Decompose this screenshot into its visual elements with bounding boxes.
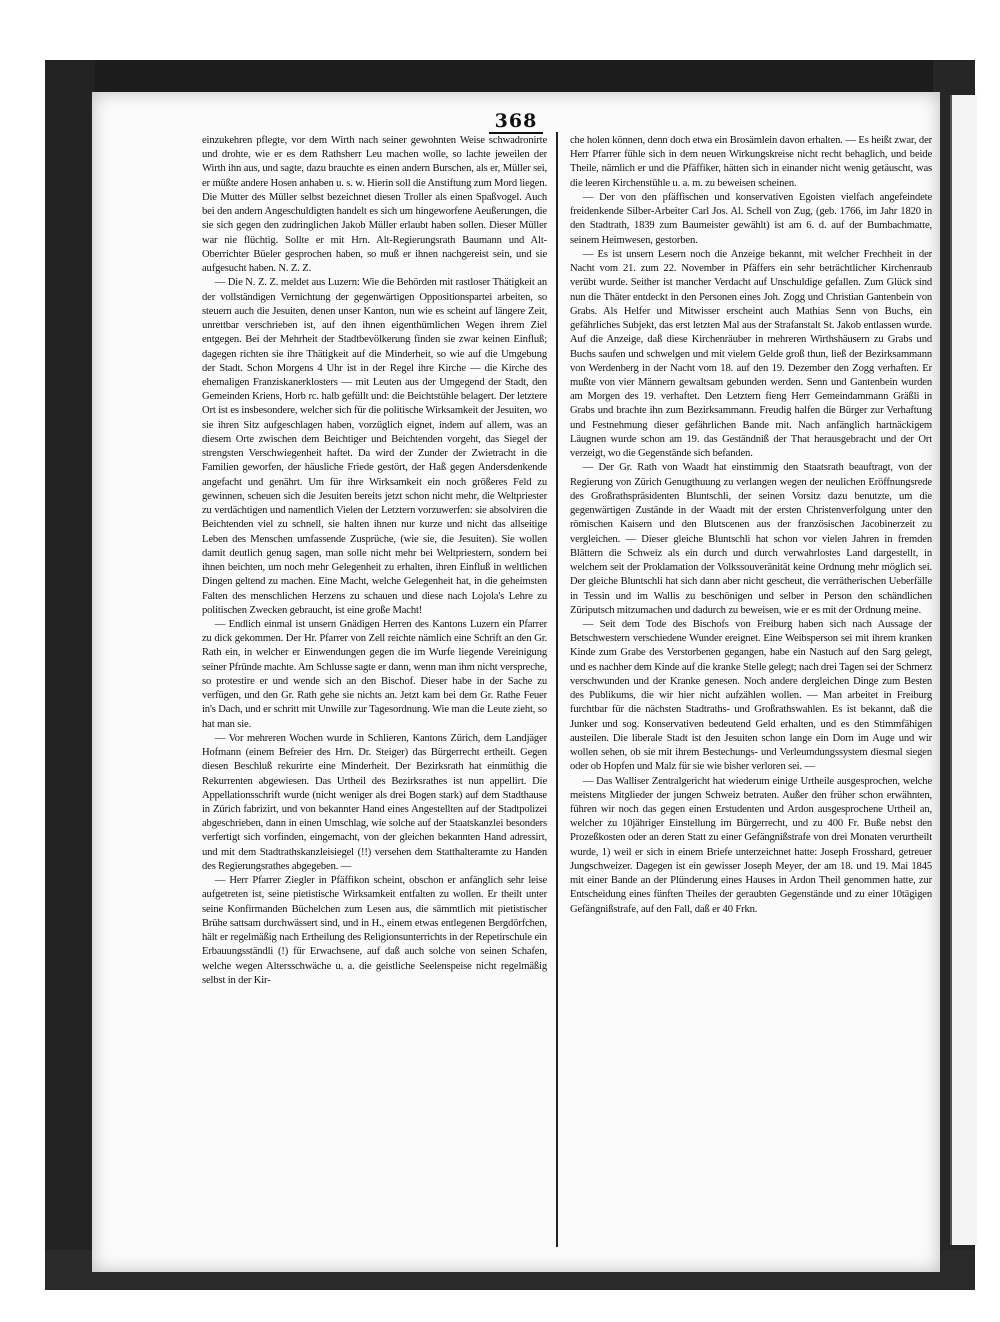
paragraph: — Vor mehreren Wochen wurde in Schlieren, Kantons Zürich, dem Landjäger Hofmann (einem Befreier des Hrn. Dr. Steiger) das Bürgerrecht ertheilt. Gegen diesen Beschluß rekurirte eine Minderheit. Der Bezirksrath hat einmüthig die Rekurrenten abgewiesen. Das Urtheil des Bezirksrathes ist nun appellirt. Die Appellationsschrift wurde (nicht weniger als drei Bogen stark) auf dem Stadthause in Zürich fabrizirt, und von bekannter Hand eines Angestellten auf der Stadtpolizei abgeschrieben, dann in einen Umschlag, wie solche auf der Staatskanzlei besonders verfertigt sich vorfinden, eingemacht, von der gleichen bekannten Hand adressirt, und mit dem Stadtrathskanzleisiegel (!!) versehen dem Statthalteramte zu Handen des Regierungsrathes abgegeben. — bbox=[202, 732, 547, 872]
paragraph: — Es ist unsern Lesern noch die Anzeige bekannt, mit welcher Frechheit in der Nacht vom 21. zum 22. November in Pfäffers ein sehr beträchtlicher Kirchenraub verübt wurde. Seither ist mancher Verdacht auf Unschuldige gefallen. Zum Glück sind nun die Thäter entdeckt in den Personen eines Joh. Zogg und Christian Gantenbein von Grabs. Als Helfer und Mitwisser erscheint auch Mathias Senn von Buchs, ein gefährliches Subjekt, das erst letzten Mal aus der Strafanstalt St. Jakob entlassen wurde. Auf die Anzeige, daß diese Kirchenräuber in mehreren Wirthshäusern zu Grabs und Buchs saufen und schwelgen und mit vielem Gelde groß thun, ließ der Bezirksammann von Werdenberg in der Nacht vom 18. auf den 19. Dezember den Zogg verhaften. Er mußte von vier Männern gewaltsam gebunden werden. Senn und Gantenbein wurden am Morgen des 19. verhaftet. Den Letztern fieng Herr Gemeindammann Gräßli in Grabs und brachte ihn zum Bezirksammann. Freudig halfen die Bürger zur Verhaftung und Festnehmung dieser gefährlichen Bande mit. Nach anfänglich hartnäckigem Läugnen wurde schon am 19. das Geständniß der That herausgebracht und der Ort verzeigt, wo die Gegenstände sich befanden. bbox=[570, 248, 932, 460]
paragraph: — Seit dem Tode des Bischofs von Freiburg haben sich nach Aussage der Betschwestern verschiedene Wunder ereignet. Eine Weibsperson sei mit ihrem kranken Kinde zum Grabe des Verstorbenen gegangen, habe ein Nastuch auf den Sarg gelegt, und es nachher dem Kinde auf die kranke Stelle gelegt; nach drei Tagen sei der Schmerz verschwunden und der Kranke genesen. Noch andere dergleichen Dinge zum Besten des Publikums, die wir hier nicht aufzählen wollen. — Man arbeitet in Freiburg furchtbar für die nächsten Stadtraths- und Großrathswahlen. Es ist bekannt, daß die Junker und sog. Konservativen bedeutend Geld erhalten, und es den Stimmfähigen austeilen. Die liberale Stadt ist den Jesuiten schon lange ein Dorn im Auge und wir wollen sehen, ob sie mit ihrem Bestechungs- und Verleumdungssystem diesmal siegen oder ob Hopfen und Malz für sie wie bisher verloren sei. — bbox=[570, 618, 932, 773]
paragraph: — Das Walliser Zentralgericht hat wiederum einige Urtheile ausgesprochen, welche meistens Mitglieder der jungen Schweiz betraten. Außer den früher schon erwähnten, führen wir noch das gegen einen Erstudenten und Ardon ausgesprochene Urtheil an, welcher zu 10jähriger Einstellung im Bürgerrecht, und zu 400 Fr. Buße nebst den Prozeßkosten oder an deren Statt zu einer Gefängnißstrafe von drei Monaten verurtheilt wurde, 1) weil er sich in einem Briefe unterzeichnet hatte: Joseph Frosshard, getreuer Jungschweizer. Dagegen ist ein gewisser Joseph Meyer, der am 18. und 19. Mai 1845 mit einer Bande an der Plünderung eines Hauses in Ardon Theil genommen hatte, zur Entscheidung eines fünften Theiles der geraubten Gegenstände und zu einer 10tägigen Gefängnißstrafe, auf den Fall, daß er 40 Frkn. bbox=[570, 775, 932, 915]
paragraph: — Die N. Z. Z. meldet aus Luzern: Wie die Behörden mit rastloser Thätigkeit an der vollständigen Vernichtung der gegenwärtigen Oppositionspartei arbeiten, so steuern auch die Jesuiten, denen unser Kanton, nun wie es scheint auf längere Zeit, unrettbar verschrieben ist, auf den ihnen eigenthümlichen Wegen ihrem Ziel entgegen. Bei der Mehrheit der Stadtbevölkerung finden sie zwar keinen Einfluß; dagegen richten sie ihre Thätigkeit auf die Minderheit, so wie auf die Umgebung der Stadt. Schon Morgens 4 Uhr ist in der Regel ihre Kirche — die Kirche des ehemaligen Franziskanerklosters — mit Leuten aus der Umgegend der Stadt, den Gemeinden Kriens, Horb rc. halb gefüllt und: die Beichtstühle belagert. Der letztere Ort ist es insbesondere, welcher sich für die politische Wirksamkeit der Jesuiten, wo sie ihren Sitz aufgeschlagen haben, vorzüglich eignet, indem auf allem, was an diesem Orte zwischen dem Beichtiger und Beichtenden vorgeht, das Siegel der strengsten Verschwiegenheit haftet. Da wird der Zunder der Zwietracht in die Familien geworfen, der häusliche Friede gestört, der Haß gegen Andersdenkende angefacht und genährt. Um für ihre Wirksamkeit ein noch größeres Feld zu gewinnen, scheuen sich die Jesuiten bereits jetzt schon nicht mehr, die Weltpriester zu verdächtigen und namentlich Vielen der Letztern vorzuwerfen: sie absolviren die Beichtenden viel zu schnell, sie halten ihnen nur kurze und nicht das allseitige Leben des Menschen umfassende Zusprüche, (wie sie, die Jesuiten). Sie wollen damit deutlich genug sagen, man solle nicht mehr bei Weltpriestern, sondern bei ihnen beichten, um noch mehr Gelegenheit zu erhalten, ihren Einfluß in weltlichen Dingen geltend zu machen. Eine Macht, welche Gelegenheit hat, in die geheimsten Falten des menschlichen Herzens zu schauen und diese nach Lojola's Lehre zu politischen Zwecken gebraucht, ist eine große Macht! bbox=[202, 277, 547, 616]
paragraph: — Endlich einmal ist unsern Gnädigen Herren des Kantons Luzern ein Pfarrer zu dick gekommen. Der Hr. Pfarrer von Zell reichte nämlich eine Schrift an den Gr. Rath ein, in welcher er Einwendungen gegen die im Wurfe liegende Vereinigung seiner Pfründe machte. Am Schlusse sagte er dann, wenn man ihm nicht verspreche, so protestire er und wende sich an den Bischof. Dieser habe in der Sache zu verfügen, und den Gr. Rath gehe sie nichts an. Jetzt kam bei dem Gr. Rathe Feuer in's Dach, und er schritt mit Unwille zur Tagesordnung. Wie man die Leute zieht, so hat man sie. bbox=[202, 618, 547, 730]
paragraph: che holen können, denn doch etwa ein Brosämlein davon erhalten. — Es heißt zwar, der Herr Pfarrer fühle sich in dem neuen Wirkungskreise nicht recht behaglich, und beide Theile, nämlich er und die Pfäffiker, hätten sich in einander nicht wenig getäuscht, was die leeren Kirchenstühle u. a. m. zu beweisen scheinen. bbox=[570, 135, 932, 189]
left-column bbox=[202, 134, 547, 1259]
newspaper-page bbox=[92, 92, 940, 1272]
page-number: 368 bbox=[92, 110, 940, 132]
paragraph: einzukehren pflegte, vor dem Wirth nach seiner gewohnten Weise schwadronirte und drohte, wie er es dem Rathsherr Leu machen wolle, so lachte jeweilen der Wirth ihn aus, und sagte, dazu brauchte es einen andern Burschen, als er, Müller sei, er müßte andere Hosen anhaben u. s. w. Hierin soll die Anstiftung zum Mord liegen. Die Mutter des Müller selbst bezeichnet diesen Troller als einen Spaßvogel. Auch bei den andern Angeschuldigten handelt es sich um hingeworfene Aeußerungen, die sie sich gegen den zudringlichen Jakob Müller erlaubt haben sollen. Dieser Müller war nie flüchtig. Sollte er mit Hrn. Alt-Regierungsrath Baumann und Alt-Oberrichter Büeler gesprochen haben, so muß er ihnen nachgereist sein, und sie aufgesucht haben. N. Z. Z. bbox=[202, 135, 547, 275]
paragraph: — Der Gr. Rath von Waadt hat einstimmig den Staatsrath beauftragt, von der Regierung von Zürich Genugthuung zu verlangen wegen der neulichen Eröffnungsrede des Großrathspräsidenten Bluntschli, der seinen Vorsitz dazu benutzte, um die gegenwärtigen Zustände in der Waadt mit der ersten Christenverfolgung unter den römischen Kaisern und den Blutscenen aus der französischen Jacobinerzeit zu vergleichen. — Dieser gleiche Bluntschli hat schon vor vielen Jahren in fremden Blättern die Schweiz als ein durch und durch verwahrlostes Land dargestellt, in welchem seit der Proklamation der Volkssouveränität keine Ordnung mehr möglich sei. Der gleiche Bluntschli hat sich dann aber nicht gescheut, die verrätherischen Ueberfälle in Tessin und im Wallis zu beschönigen und selber in Person den schändlichen Züriputsch mitzumachen und dadurch zu beweisen, wie er es mit der Ordnung meine. bbox=[570, 462, 932, 616]
scan-edge-left bbox=[45, 60, 95, 1290]
paragraph: — Der von den pfäffischen und konservativen Egoisten vielfach angefeindete freidenkende Silber-Arbeiter Carl Jos. Al. Schell von Zug, (geb. 1766, im Jahr 1820 in den Stadtrath, 1839 zum Baumeister gewählt) ist am 6. d. auf der Bumbachmatte, seinem Heimwesen, gestorben. bbox=[570, 191, 932, 246]
adjacent-page-strip bbox=[950, 95, 977, 1245]
column-divider bbox=[556, 132, 558, 1247]
paragraph: — Herr Pfarrer Ziegler in Pfäffikon scheint, obschon er anfänglich sehr leise aufgetreten ist, seine pietistische Wirksamkeit entfalten zu wollen. Er theilt unter seine Konfirmanden Büchelchen zum Lesen aus, die sämmtlich mit pietistischer Brühe sattsam durchwässert sind, und in H., einem etwas entlegenen Bergdörfchen, hält er regelmäßig nach Ertheilung des Religionsunterrichts in der Repetirschule ein Erbauungsständli (!) für Erwachsene, auf daß auch solche von seinen Schafen, welche wegen Altersschwäche u. a. die geistliche Seelenspeise nicht regelmäßig selbst in der Kir- bbox=[202, 875, 547, 986]
right-column bbox=[570, 134, 932, 1259]
